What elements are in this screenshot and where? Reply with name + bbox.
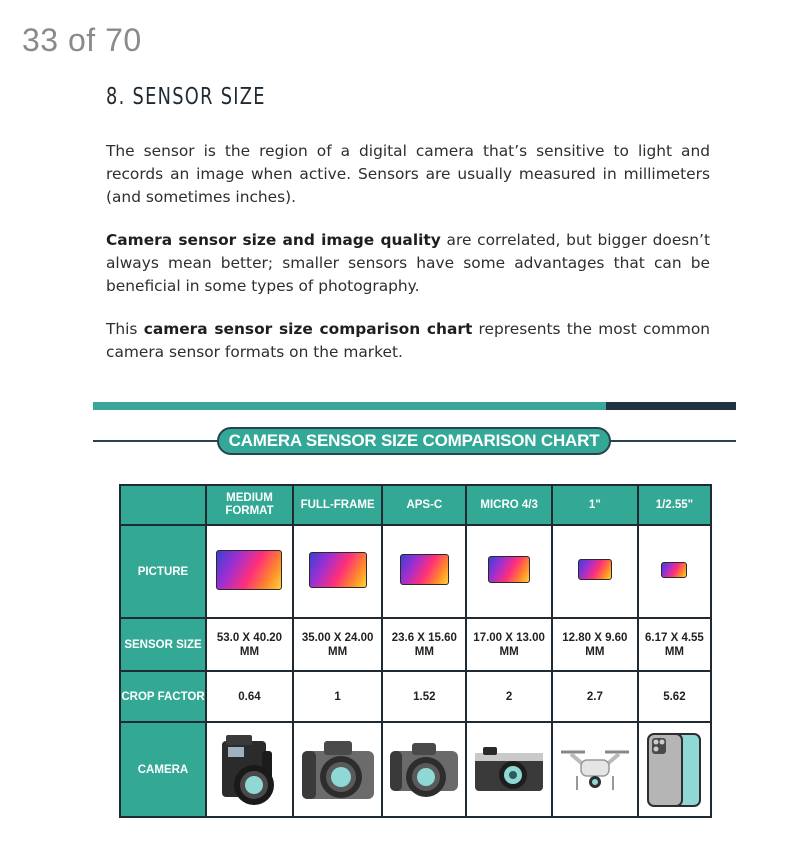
sensor-picture-full: [293, 525, 382, 618]
divider-right: [608, 440, 736, 442]
row-label-picture: PICTURE: [120, 525, 206, 618]
row-label-crop-factor: CROP FACTOR: [120, 671, 206, 722]
dslr-camera-icon: [298, 735, 378, 805]
page-counter: 33 of 70: [22, 22, 142, 58]
paragraph-text: This: [106, 320, 144, 338]
camera-cell-m43: [466, 722, 552, 817]
sensor-size-value: 23.6 X 15.60 MM: [382, 618, 466, 671]
paragraph-sensor-definition: The sensor is the region of a digital camera that’s sensitive to light and records an image when active. Sensors are usually measured in millimeters (and sometimes inches).: [106, 142, 710, 206]
picture-row: [120, 525, 711, 618]
paragraph-size-quality: [106, 229, 710, 298]
accent-bar-navy: [606, 402, 736, 410]
paragraph-chart-intro: [106, 318, 710, 364]
column-header-aps-c: APS-C: [382, 485, 466, 525]
sensor-picture-m43: [466, 525, 552, 618]
sensor-size-value: 35.00 X 24.00 MM: [293, 618, 382, 671]
camera-cell-medium: [206, 722, 293, 817]
column-header-medium-format: MEDIUM FORMAT: [206, 485, 293, 525]
camera-cell-drone: [552, 722, 638, 817]
crop-factor-value: 2: [466, 671, 552, 722]
sensor-image: [309, 552, 367, 588]
bold-phrase: camera sensor size comparison chart: [143, 320, 473, 338]
sensor-image: [578, 559, 612, 580]
column-header-small-sensor: 1/2.55": [638, 485, 711, 525]
aps-c-camera-icon: [386, 737, 462, 803]
sensor-picture-one-inch: [552, 525, 638, 618]
sensor-image: [488, 556, 530, 583]
crop-factor-value: 5.62: [638, 671, 711, 722]
sensor-size-row: [120, 618, 711, 671]
paragraph-text: represents the most common camera sensor formats on the market.: [106, 320, 711, 361]
paragraph-text: are correlated, but bigger doesn’t always mean better; smaller sensors have some advantages that can be beneficial in some types of photography.: [106, 231, 710, 295]
sensor-picture-apsc: [382, 525, 466, 618]
crop-factor-value: 2.7: [552, 671, 638, 722]
sensor-size-value: 53.0 X 40.20 MM: [206, 618, 293, 671]
divider-left: [93, 440, 218, 442]
sensor-image: [661, 562, 687, 578]
sensor-size-value: 6.17 X 4.55 MM: [638, 618, 711, 671]
sensor-image: [216, 550, 282, 590]
bold-phrase: Camera sensor size and image quality: [106, 231, 441, 249]
camera-cell-full: [293, 722, 382, 817]
drone-icon: [555, 740, 635, 800]
row-label-sensor-size: SENSOR SIZE: [120, 618, 206, 671]
column-header-full-frame: FULL-FRAME: [293, 485, 382, 525]
sensor-comparison-table: [119, 484, 712, 818]
chart-title: CAMERA SENSOR SIZE COMPARISON CHART: [217, 427, 611, 455]
mirrorless-camera-icon: [473, 745, 545, 795]
sensor-size-value: 17.00 X 13.00 MM: [466, 618, 552, 671]
crop-factor-value: 1: [293, 671, 382, 722]
accent-bar-teal: [93, 402, 606, 410]
smartphone-icon: [644, 730, 704, 810]
column-header-micro-four-thirds: MICRO 4/3: [466, 485, 552, 525]
section-title: 8. SENSOR SIZE: [106, 84, 266, 110]
row-label-camera: CAMERA: [120, 722, 206, 817]
header-row: [120, 485, 711, 525]
sensor-image: [400, 554, 449, 585]
column-header-one-inch: 1": [552, 485, 638, 525]
camera-cell-apsc: [382, 722, 466, 817]
camera-row: [120, 722, 711, 817]
crop-factor-value: 0.64: [206, 671, 293, 722]
sensor-picture-small: [638, 525, 711, 618]
sensor-size-value: 12.80 X 9.60 MM: [552, 618, 638, 671]
medium-format-camera-icon: [216, 731, 282, 809]
crop-factor-value: 1.52: [382, 671, 466, 722]
crop-factor-row: [120, 671, 711, 722]
sensor-picture-medium: [206, 525, 293, 618]
camera-cell-phone: [638, 722, 711, 817]
corner-cell: [120, 485, 206, 525]
